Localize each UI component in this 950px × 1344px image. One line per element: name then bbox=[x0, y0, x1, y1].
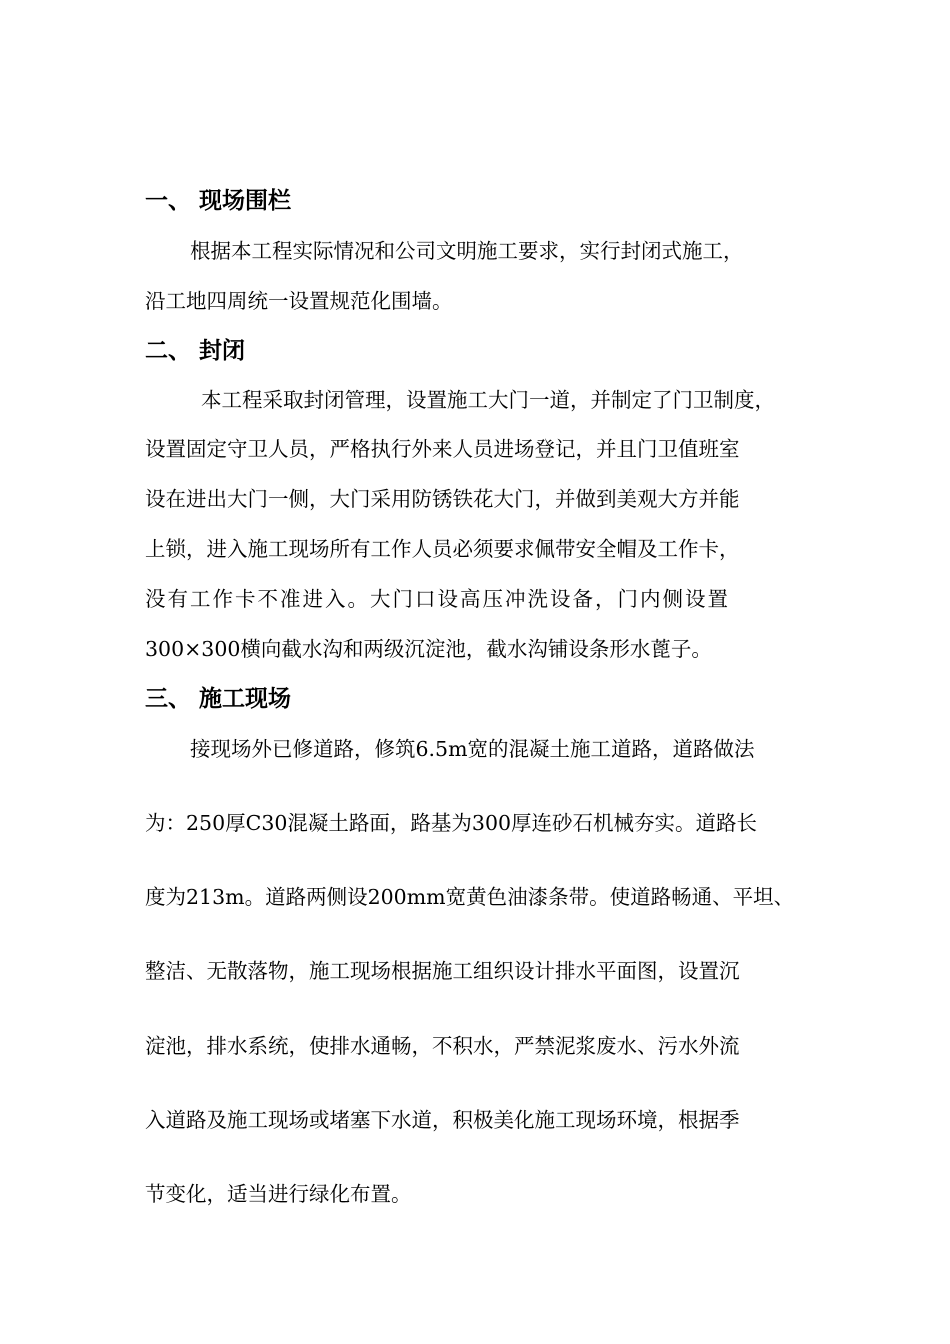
paragraph-line: 整洁、无散落物，施工现场根据施工组织设计排水平面图，设置沉 bbox=[145, 959, 740, 983]
paragraph-line: 上锁，进入施工现场所有工作人员必须要求佩带安全帽及工作卡， bbox=[145, 537, 740, 561]
paragraph-line: 入道路及施工现场或堵塞下水道，积极美化施工现场环境，根据季 bbox=[145, 1108, 740, 1132]
paragraph-line: 为：250厚C30混凝土路面，路基为300厚连砂石机械夯实。道路长 bbox=[145, 811, 758, 835]
paragraph-line: 度为213m。道路两侧设200mm宽黄色油漆条带。使道路畅通、平坦、 bbox=[145, 885, 795, 909]
paragraph-line: 根据本工程实际情况和公司文明施工要求，实行封闭式施工， bbox=[190, 239, 744, 263]
section-heading-closure: 二、 封闭 bbox=[145, 338, 246, 364]
paragraph-line: 300×300横向截水沟和两级沉淀池，截水沟铺设条形水蓖子。 bbox=[145, 637, 712, 661]
paragraph-line: 本工程采取封闭管理，设置施工大门一道，并制定了门卫制度， bbox=[201, 388, 775, 412]
paragraph-line: 没有工作卡不准进入。大门口设高压冲洗设备，门内侧设置 bbox=[145, 587, 730, 611]
paragraph-line: 节变化，适当进行绿化布置。 bbox=[145, 1182, 412, 1206]
paragraph-line: 沿工地四周统一设置规范化围墙。 bbox=[145, 289, 453, 313]
section-heading-fence: 一、 现场围栏 bbox=[145, 188, 292, 214]
paragraph-line: 淀池，排水系统，使排水通畅，不积水，严禁泥浆废水、污水外流 bbox=[145, 1034, 740, 1058]
paragraph-line: 设置固定守卫人员，严格执行外来人员进场登记，并且门卫值班室 bbox=[145, 437, 740, 461]
paragraph-line: 设在进出大门一侧，大门采用防锈铁花大门，并做到美观大方并能 bbox=[145, 487, 740, 511]
paragraph-line: 接现场外已修道路，修筑6.5m宽的混凝土施工道路，道路做法 bbox=[190, 737, 755, 761]
section-heading-site: 三、 施工现场 bbox=[145, 686, 292, 712]
